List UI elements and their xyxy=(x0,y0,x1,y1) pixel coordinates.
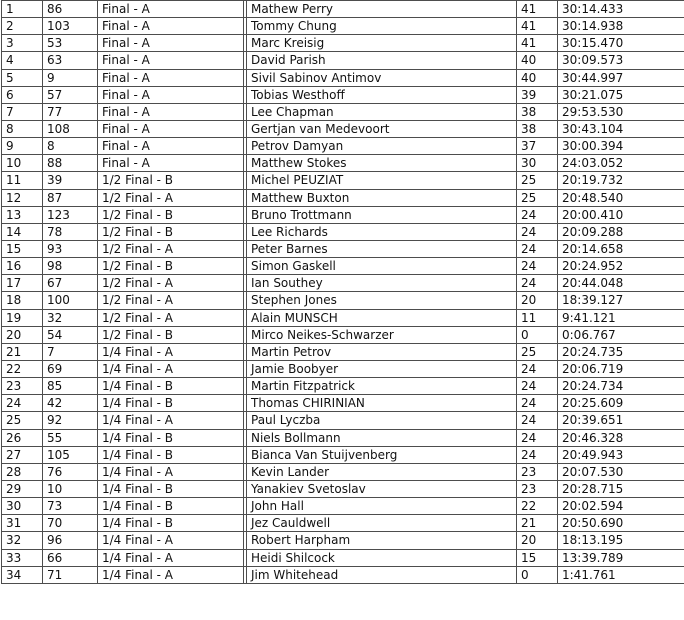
total-time-cell: 30:14.433 xyxy=(558,1,684,18)
total-time-cell: 20:24.735 xyxy=(558,343,684,360)
race-cell: 1/2 Final - B xyxy=(98,223,244,240)
total-time-cell: 20:00.410 xyxy=(558,206,684,223)
total-time-cell: 20:25.609 xyxy=(558,395,684,412)
race-cell: 1/4 Final - A xyxy=(98,566,244,583)
table-row xyxy=(2,18,684,35)
driver-name-cell: Matthew Buxton xyxy=(247,189,517,206)
total-time-cell: 30:09.573 xyxy=(558,52,684,69)
race-cell: 1/2 Final - A xyxy=(98,292,244,309)
driver-name-cell: Petrov Damyan xyxy=(247,138,517,155)
position-cell: 12 xyxy=(2,189,43,206)
table-row xyxy=(2,395,684,412)
driver-name-cell: Thomas CHIRINIAN xyxy=(247,395,517,412)
position-cell: 16 xyxy=(2,258,43,275)
total-time-cell: 24:03.052 xyxy=(558,155,684,172)
laps-cell: 23 xyxy=(517,480,558,497)
total-time-cell: 1:41.761 xyxy=(558,566,684,583)
table-row xyxy=(2,566,684,583)
total-time-cell: 20:48.540 xyxy=(558,189,684,206)
kart-number-cell: 77 xyxy=(43,103,98,120)
position-cell: 26 xyxy=(2,429,43,446)
laps-cell: 24 xyxy=(517,395,558,412)
laps-cell: 24 xyxy=(517,378,558,395)
race-cell: 1/4 Final - A xyxy=(98,463,244,480)
laps-cell: 41 xyxy=(517,18,558,35)
laps-cell: 38 xyxy=(517,120,558,137)
laps-cell: 24 xyxy=(517,258,558,275)
race-cell: Final - A xyxy=(98,35,244,52)
position-cell: 20 xyxy=(2,326,43,343)
table-row xyxy=(2,189,684,206)
kart-number-cell: 39 xyxy=(43,172,98,189)
laps-cell: 22 xyxy=(517,498,558,515)
table-row xyxy=(2,446,684,463)
driver-name-cell: Jim Whitehead xyxy=(247,566,517,583)
driver-name-cell: Paul Lyczba xyxy=(247,412,517,429)
race-cell: 1/4 Final - B xyxy=(98,429,244,446)
position-cell: 18 xyxy=(2,292,43,309)
table-row xyxy=(2,480,684,497)
position-cell: 21 xyxy=(2,343,43,360)
laps-cell: 24 xyxy=(517,275,558,292)
driver-name-cell: Tommy Chung xyxy=(247,18,517,35)
race-cell: Final - A xyxy=(98,18,244,35)
position-cell: 33 xyxy=(2,549,43,566)
position-cell: 34 xyxy=(2,566,43,583)
total-time-cell: 30:14.938 xyxy=(558,18,684,35)
laps-cell: 25 xyxy=(517,343,558,360)
table-row xyxy=(2,138,684,155)
race-cell: 1/4 Final - A xyxy=(98,549,244,566)
table-row xyxy=(2,549,684,566)
table-row xyxy=(2,35,684,52)
driver-name-cell: Mirco Neikes-Schwarzer xyxy=(247,326,517,343)
race-cell: Final - A xyxy=(98,138,244,155)
position-cell: 27 xyxy=(2,446,43,463)
laps-cell: 25 xyxy=(517,172,558,189)
race-cell: 1/2 Final - B xyxy=(98,258,244,275)
kart-number-cell: 10 xyxy=(43,480,98,497)
kart-number-cell: 85 xyxy=(43,378,98,395)
driver-name-cell: Bianca Van Stuijvenberg xyxy=(247,446,517,463)
table-row xyxy=(2,343,684,360)
total-time-cell: 30:44.997 xyxy=(558,69,684,86)
total-time-cell: 30:00.394 xyxy=(558,138,684,155)
kart-number-cell: 67 xyxy=(43,275,98,292)
laps-cell: 37 xyxy=(517,138,558,155)
kart-number-cell: 8 xyxy=(43,138,98,155)
position-cell: 14 xyxy=(2,223,43,240)
position-cell: 4 xyxy=(2,52,43,69)
driver-name-cell: Kevin Lander xyxy=(247,463,517,480)
table-row xyxy=(2,258,684,275)
position-cell: 3 xyxy=(2,35,43,52)
position-cell: 1 xyxy=(2,1,43,18)
kart-number-cell: 92 xyxy=(43,412,98,429)
driver-name-cell: Simon Gaskell xyxy=(247,258,517,275)
table-row xyxy=(2,515,684,532)
kart-number-cell: 93 xyxy=(43,240,98,257)
total-time-cell: 18:39.127 xyxy=(558,292,684,309)
table-row xyxy=(2,463,684,480)
position-cell: 17 xyxy=(2,275,43,292)
total-time-cell: 29:53.530 xyxy=(558,103,684,120)
results-table-body xyxy=(2,1,684,584)
laps-cell: 20 xyxy=(517,292,558,309)
position-cell: 25 xyxy=(2,412,43,429)
table-row xyxy=(2,309,684,326)
kart-number-cell: 55 xyxy=(43,429,98,446)
total-time-cell: 20:19.732 xyxy=(558,172,684,189)
race-cell: 1/2 Final - A xyxy=(98,189,244,206)
driver-name-cell: Yanakiev Svetoslav xyxy=(247,480,517,497)
kart-number-cell: 86 xyxy=(43,1,98,18)
driver-name-cell: Alain MUNSCH xyxy=(247,309,517,326)
table-row xyxy=(2,103,684,120)
total-time-cell: 20:06.719 xyxy=(558,360,684,377)
race-cell: 1/2 Final - A xyxy=(98,309,244,326)
kart-number-cell: 42 xyxy=(43,395,98,412)
table-row xyxy=(2,1,684,18)
position-cell: 30 xyxy=(2,498,43,515)
total-time-cell: 18:13.195 xyxy=(558,532,684,549)
race-cell: 1/4 Final - A xyxy=(98,532,244,549)
laps-cell: 39 xyxy=(517,86,558,103)
table-row xyxy=(2,172,684,189)
race-cell: 1/4 Final - B xyxy=(98,480,244,497)
kart-number-cell: 32 xyxy=(43,309,98,326)
laps-cell: 15 xyxy=(517,549,558,566)
laps-cell: 24 xyxy=(517,429,558,446)
race-cell: Final - A xyxy=(98,86,244,103)
kart-number-cell: 96 xyxy=(43,532,98,549)
laps-cell: 40 xyxy=(517,52,558,69)
position-cell: 31 xyxy=(2,515,43,532)
driver-name-cell: Sivil Sabinov Antimov xyxy=(247,69,517,86)
table-row xyxy=(2,223,684,240)
driver-name-cell: Mathew Perry xyxy=(247,1,517,18)
laps-cell: 38 xyxy=(517,103,558,120)
kart-number-cell: 78 xyxy=(43,223,98,240)
race-cell: 1/4 Final - A xyxy=(98,360,244,377)
kart-number-cell: 71 xyxy=(43,566,98,583)
driver-name-cell: Lee Chapman xyxy=(247,103,517,120)
position-cell: 29 xyxy=(2,480,43,497)
table-row xyxy=(2,120,684,137)
driver-name-cell: David Parish xyxy=(247,52,517,69)
race-cell: 1/4 Final - B xyxy=(98,498,244,515)
position-cell: 15 xyxy=(2,240,43,257)
position-cell: 10 xyxy=(2,155,43,172)
laps-cell: 30 xyxy=(517,155,558,172)
position-cell: 8 xyxy=(2,120,43,137)
kart-number-cell: 108 xyxy=(43,120,98,137)
table-row xyxy=(2,52,684,69)
total-time-cell: 20:50.690 xyxy=(558,515,684,532)
laps-cell: 24 xyxy=(517,206,558,223)
position-cell: 22 xyxy=(2,360,43,377)
race-cell: 1/2 Final - B xyxy=(98,206,244,223)
total-time-cell: 20:28.715 xyxy=(558,480,684,497)
kart-number-cell: 53 xyxy=(43,35,98,52)
race-cell: 1/4 Final - B xyxy=(98,515,244,532)
kart-number-cell: 76 xyxy=(43,463,98,480)
table-row xyxy=(2,429,684,446)
total-time-cell: 20:46.328 xyxy=(558,429,684,446)
total-time-cell: 20:07.530 xyxy=(558,463,684,480)
kart-number-cell: 98 xyxy=(43,258,98,275)
table-row xyxy=(2,69,684,86)
race-cell: 1/4 Final - B xyxy=(98,395,244,412)
driver-name-cell: Bruno Trottmann xyxy=(247,206,517,223)
table-row xyxy=(2,412,684,429)
kart-number-cell: 103 xyxy=(43,18,98,35)
kart-number-cell: 100 xyxy=(43,292,98,309)
position-cell: 24 xyxy=(2,395,43,412)
driver-name-cell: Niels Bollmann xyxy=(247,429,517,446)
kart-number-cell: 73 xyxy=(43,498,98,515)
laps-cell: 25 xyxy=(517,189,558,206)
total-time-cell: 20:24.952 xyxy=(558,258,684,275)
table-row xyxy=(2,275,684,292)
kart-number-cell: 70 xyxy=(43,515,98,532)
race-cell: 1/2 Final - A xyxy=(98,275,244,292)
race-cell: 1/4 Final - B xyxy=(98,378,244,395)
results-table xyxy=(1,0,684,584)
table-row xyxy=(2,378,684,395)
race-cell: Final - A xyxy=(98,69,244,86)
driver-name-cell: Heidi Shilcock xyxy=(247,549,517,566)
kart-number-cell: 123 xyxy=(43,206,98,223)
total-time-cell: 20:44.048 xyxy=(558,275,684,292)
total-time-cell: 20:09.288 xyxy=(558,223,684,240)
driver-name-cell: John Hall xyxy=(247,498,517,515)
race-cell: 1/2 Final - B xyxy=(98,172,244,189)
driver-name-cell: Michel PEUZIAT xyxy=(247,172,517,189)
race-cell: 1/4 Final - B xyxy=(98,446,244,463)
position-cell: 13 xyxy=(2,206,43,223)
table-row xyxy=(2,292,684,309)
laps-cell: 24 xyxy=(517,223,558,240)
total-time-cell: 20:49.943 xyxy=(558,446,684,463)
laps-cell: 40 xyxy=(517,69,558,86)
laps-cell: 0 xyxy=(517,326,558,343)
kart-number-cell: 63 xyxy=(43,52,98,69)
total-time-cell: 9:41.121 xyxy=(558,309,684,326)
kart-number-cell: 57 xyxy=(43,86,98,103)
table-row xyxy=(2,155,684,172)
driver-name-cell: Gertjan van Medevoort xyxy=(247,120,517,137)
table-row xyxy=(2,532,684,549)
laps-cell: 23 xyxy=(517,463,558,480)
table-row xyxy=(2,86,684,103)
kart-number-cell: 9 xyxy=(43,69,98,86)
position-cell: 32 xyxy=(2,532,43,549)
driver-name-cell: Robert Harpham xyxy=(247,532,517,549)
laps-cell: 11 xyxy=(517,309,558,326)
position-cell: 19 xyxy=(2,309,43,326)
kart-number-cell: 7 xyxy=(43,343,98,360)
laps-cell: 41 xyxy=(517,1,558,18)
position-cell: 9 xyxy=(2,138,43,155)
position-cell: 11 xyxy=(2,172,43,189)
total-time-cell: 30:21.075 xyxy=(558,86,684,103)
total-time-cell: 20:02.594 xyxy=(558,498,684,515)
driver-name-cell: Marc Kreisig xyxy=(247,35,517,52)
laps-cell: 20 xyxy=(517,532,558,549)
kart-number-cell: 87 xyxy=(43,189,98,206)
laps-cell: 24 xyxy=(517,240,558,257)
laps-cell: 41 xyxy=(517,35,558,52)
position-cell: 28 xyxy=(2,463,43,480)
driver-name-cell: Ian Southey xyxy=(247,275,517,292)
driver-name-cell: Jez Cauldwell xyxy=(247,515,517,532)
driver-name-cell: Jamie Boobyer xyxy=(247,360,517,377)
kart-number-cell: 105 xyxy=(43,446,98,463)
race-cell: 1/4 Final - A xyxy=(98,412,244,429)
driver-name-cell: Matthew Stokes xyxy=(247,155,517,172)
race-cell: Final - A xyxy=(98,52,244,69)
position-cell: 23 xyxy=(2,378,43,395)
kart-number-cell: 69 xyxy=(43,360,98,377)
total-time-cell: 20:14.658 xyxy=(558,240,684,257)
laps-cell: 24 xyxy=(517,446,558,463)
position-cell: 6 xyxy=(2,86,43,103)
total-time-cell: 20:24.734 xyxy=(558,378,684,395)
table-row xyxy=(2,498,684,515)
race-cell: 1/2 Final - A xyxy=(98,240,244,257)
total-time-cell: 30:15.470 xyxy=(558,35,684,52)
position-cell: 7 xyxy=(2,103,43,120)
kart-number-cell: 66 xyxy=(43,549,98,566)
laps-cell: 0 xyxy=(517,566,558,583)
kart-number-cell: 88 xyxy=(43,155,98,172)
position-cell: 2 xyxy=(2,18,43,35)
driver-name-cell: Martin Petrov xyxy=(247,343,517,360)
driver-name-cell: Lee Richards xyxy=(247,223,517,240)
table-row xyxy=(2,360,684,377)
table-row xyxy=(2,240,684,257)
laps-cell: 24 xyxy=(517,360,558,377)
laps-cell: 24 xyxy=(517,412,558,429)
position-cell: 5 xyxy=(2,69,43,86)
kart-number-cell: 54 xyxy=(43,326,98,343)
race-cell: Final - A xyxy=(98,155,244,172)
race-cell: Final - A xyxy=(98,120,244,137)
total-time-cell: 20:39.651 xyxy=(558,412,684,429)
race-cell: 1/2 Final - B xyxy=(98,326,244,343)
driver-name-cell: Peter Barnes xyxy=(247,240,517,257)
driver-name-cell: Stephen Jones xyxy=(247,292,517,309)
total-time-cell: 30:43.104 xyxy=(558,120,684,137)
driver-name-cell: Tobias Westhoff xyxy=(247,86,517,103)
table-row xyxy=(2,326,684,343)
race-cell: Final - A xyxy=(98,1,244,18)
total-time-cell: 0:06.767 xyxy=(558,326,684,343)
laps-cell: 21 xyxy=(517,515,558,532)
total-time-cell: 13:39.789 xyxy=(558,549,684,566)
driver-name-cell: Martin Fitzpatrick xyxy=(247,378,517,395)
race-cell: Final - A xyxy=(98,103,244,120)
table-row xyxy=(2,206,684,223)
race-cell: 1/4 Final - A xyxy=(98,343,244,360)
